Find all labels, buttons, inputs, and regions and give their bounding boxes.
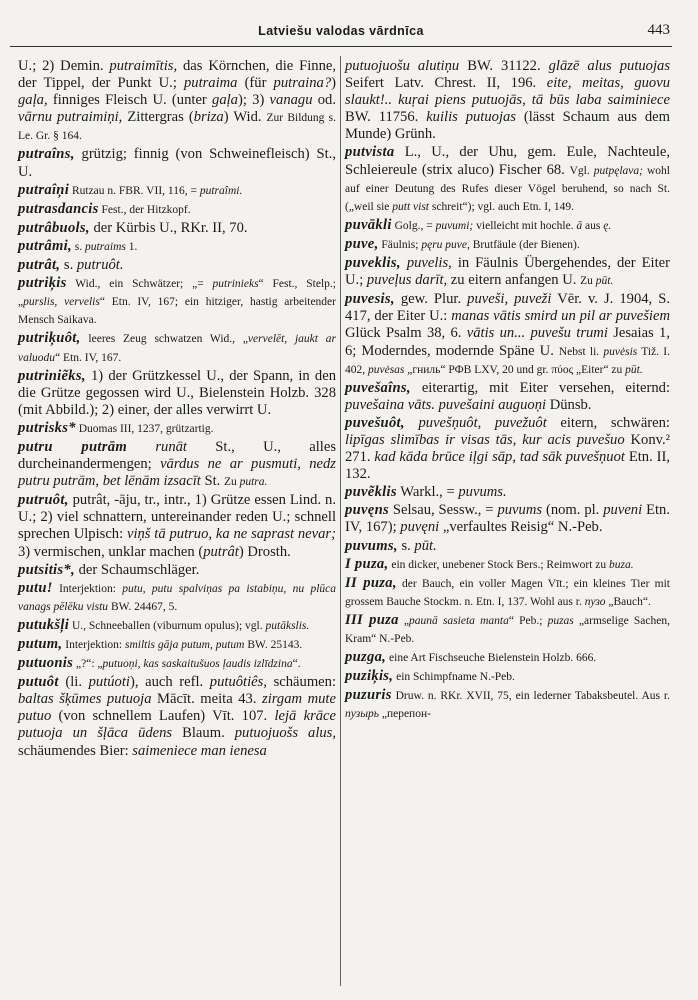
- dictionary-entry: [18, 580, 336, 616]
- entry-text: Konv.² 271.: [345, 431, 671, 466]
- headword: puvums,: [345, 537, 398, 554]
- entry-text: „?“: „: [73, 658, 103, 671]
- entry-text: Zur Bildung s. Le. Gr. § 164.: [18, 112, 337, 143]
- headword: puzuris: [345, 687, 392, 704]
- entry-text: Etn. II, 132.: [345, 449, 670, 483]
- entry-text: puvums.: [458, 484, 507, 501]
- entry-text: puveļus darīt,: [366, 272, 448, 289]
- entry-text: Interjektion:: [62, 639, 125, 651]
- entry-text: [481, 415, 495, 431]
- entry-text: ): [331, 75, 336, 92]
- dictionary-entry: [18, 655, 336, 673]
- entry-text: putt vist: [392, 200, 430, 213]
- entry-text: Glück Psalm 38, 6.: [345, 325, 467, 342]
- entry-text: putuoņi, kas saskaitušuos ļaudis izlīdzina: [102, 658, 293, 671]
- entry-text: (lässt Schaum aus dem Munde) Grünh.: [345, 109, 670, 143]
- entry-text: gaļa,: [18, 92, 48, 109]
- entry-text: puvėsas: [368, 363, 405, 376]
- entry-text: vārdus ne ar pusmuti, nedz putru putrām, bet lēnām izsacīt: [18, 456, 336, 490]
- entry-text: “.: [292, 658, 301, 671]
- entry-text: runāt: [155, 438, 187, 455]
- entry-text: briza: [193, 109, 224, 126]
- entry-text: Etn. IV, 167);: [345, 502, 670, 536]
- page-header: [10, 20, 672, 47]
- entry-text: finniges Fleisch U. (unter: [47, 92, 213, 109]
- entry-text: buza.: [609, 558, 634, 571]
- entry-text: St., U., alles durcheinandermengen;: [18, 438, 337, 473]
- entry-text: leeres Zeug schwatzen Wid., „: [80, 333, 248, 346]
- entry-text: putrât, -āju, tr., intr., 1) Grütze essen Lind. n. U.; 2) viel schnattern, untereinander reden U.; schnell sprechen Ulpisch:: [18, 492, 336, 543]
- entry-text: putraima: [183, 75, 238, 92]
- entry-text: s.: [71, 240, 86, 253]
- entry-text: puvumi;: [435, 219, 474, 232]
- dictionary-entry: [18, 220, 336, 237]
- entry-text: putraîmi.: [199, 184, 243, 197]
- entry-text: (für: [237, 75, 274, 92]
- entry-text: Selsau, Sessw., =: [388, 502, 498, 519]
- entry-text: putākslis.: [265, 619, 310, 632]
- entry-text: putúoti: [88, 674, 130, 691]
- entry-text: “ Etn. IV, 167.: [55, 351, 122, 364]
- entry-text: (von schnellem Laufen) Vīt. 107.: [51, 708, 275, 725]
- dictionary-entry: [18, 617, 336, 635]
- entry-text: BW. 24467, 5.: [108, 600, 178, 613]
- headword: puvākli: [345, 216, 392, 233]
- dictionary-entry: [18, 439, 336, 491]
- headword: putuonis: [18, 655, 74, 672]
- entry-continuation: [18, 58, 336, 145]
- entry-text: ); 3): [237, 92, 270, 109]
- entry-text: Golg., =: [391, 219, 436, 232]
- entry-text: pūt.: [595, 275, 614, 288]
- entry-text: in Fäulnis Übergehendes, der Eiter U.;: [345, 255, 670, 289]
- entry-text: пузо: [584, 595, 606, 608]
- headword: puvešuôt,: [345, 414, 405, 431]
- entry-text: Fest., der Hitzkopf.: [98, 203, 191, 216]
- dictionary-entry: [345, 502, 670, 536]
- headword: putruôt,: [18, 492, 69, 509]
- dictionary-entry: [18, 182, 336, 200]
- entry-text: eiterartig, mit Eiter versehen, eiternd:: [410, 379, 670, 396]
- dictionary-entry: [345, 612, 670, 648]
- entry-text: ā: [576, 219, 583, 232]
- entry-text: das Körnchen, die Finne, der Tippel, der Punkt U.;: [18, 58, 336, 92]
- entry-text: L., U., der Uhu, gem. Eule, Nachteule, Schleiereule (strix aluco) Fischer 68.: [345, 144, 670, 178]
- headword: putrâbuols,: [18, 219, 90, 236]
- dictionary-entry: [18, 330, 336, 366]
- entry-text: puveni: [603, 502, 643, 519]
- entry-text: vervelēt, jaukt ar valuodu: [18, 333, 336, 364]
- entry-text: puvešaina vāts. puvešaini auguoņi: [345, 396, 547, 413]
- entry-text: putra.: [239, 476, 268, 489]
- entry-text: wohl auf einer Deutung des Rufes dieser Vögel beruhend, so nach St. („weil sie: [345, 164, 670, 213]
- dictionary-entry: [345, 415, 670, 483]
- entry-continuation: [345, 58, 670, 143]
- entry-text: vārnu putraimiņi,: [18, 109, 123, 126]
- page-number: 443: [647, 22, 670, 38]
- entry-text: baltas šķūmes putuoja: [18, 691, 152, 708]
- dictionary-entry: [18, 257, 336, 274]
- entry-text: puvelis,: [406, 255, 452, 272]
- dictionary-entry: [345, 556, 670, 574]
- headword: puve,: [345, 235, 379, 252]
- headword: putru putrām: [18, 438, 127, 455]
- headword: II puza,: [345, 574, 397, 591]
- entry-text: 1.: [125, 240, 138, 253]
- dictionary-entry: [18, 146, 336, 180]
- dictionary-entry: [345, 538, 670, 555]
- entry-text: pūt.: [625, 363, 643, 376]
- entry-text: U.; 2) Demin.: [18, 58, 110, 74]
- entry-text: puvums: [497, 502, 543, 519]
- headword: puvẽklis: [345, 484, 397, 501]
- headword: I puza,: [345, 555, 389, 572]
- entry-text: putruôt.: [76, 257, 124, 274]
- entry-text: пузырь: [345, 708, 379, 721]
- entry-text: BW. 25143.: [244, 639, 303, 651]
- entry-text: U., Schneeballen (viburnum opulus); vgl.: [69, 619, 266, 632]
- entry-text: od.: [312, 92, 337, 109]
- headword: puziķis,: [345, 668, 394, 685]
- dictionary-entry: [345, 649, 670, 667]
- entry-text: puvęni: [400, 519, 440, 536]
- headword: puvešaîns,: [345, 379, 411, 396]
- column-divider: [340, 56, 341, 986]
- entry-text: Blaum.: [172, 725, 235, 742]
- entry-text: ), auch refl.: [129, 674, 210, 691]
- dictionary-entry: [345, 687, 670, 723]
- dictionary-entry: [18, 201, 336, 219]
- entry-text: “ Peb.;: [508, 614, 548, 627]
- entry-text: glāzē alus putuojas: [548, 58, 670, 74]
- entry-text: paunā sasieta manta: [409, 614, 509, 627]
- entry-text: Interjektion:: [52, 582, 123, 595]
- entry-text: puvėsis: [603, 345, 638, 358]
- entry-text: gaļa: [212, 92, 238, 109]
- headword: putriķuôt,: [18, 330, 81, 347]
- entry-text: Rutzau n. FBR. VII, 116, =: [69, 184, 200, 197]
- entry-text: putuojuošs alus,: [234, 725, 336, 742]
- entry-text: aus: [582, 219, 604, 232]
- entry-text: Fäulnis;: [378, 238, 422, 251]
- entry-text: putuôtiês,: [209, 674, 267, 691]
- dictionary-entry: [18, 562, 336, 579]
- entry-text: purslis, vervelis: [23, 296, 100, 309]
- entry-text: „гниль“ РФВ LXV, 20 und gr. πύος „Eiter“ zu: [404, 363, 626, 376]
- entry-text: (li.: [58, 674, 89, 691]
- entry-text: saimeniece man ienesa: [132, 742, 267, 759]
- dictionary-entry: [18, 238, 336, 256]
- entry-text: St.: [200, 473, 224, 490]
- entry-text: “ Etn. IV, 167; ein hitziger, hastig arbeitender Mensch Saikava.: [18, 296, 336, 327]
- headword: putriķis: [18, 275, 67, 292]
- entry-text: „Bauch“.: [605, 595, 651, 608]
- dictionary-entry: [345, 217, 670, 235]
- entry-text: Druw. n. RKr. XVII, 75, ein lederner Tabaksbeutel. Aus r.: [391, 690, 670, 703]
- entry-text: putu, putu spalviņas pa istabiņu, nu plūca vanags pēlēku vistu: [18, 582, 336, 613]
- entry-text: eitern, schwären:: [546, 414, 670, 431]
- dictionary-entry: [18, 674, 336, 759]
- headword: puvesis,: [345, 291, 395, 308]
- entry-text: schreit“); vgl. auch Etn. I, 149.: [429, 200, 575, 213]
- entry-text: schäumendes Bier:: [18, 742, 133, 759]
- entry-text: Warkl., =: [396, 484, 459, 501]
- entry-text: putrât: [203, 543, 239, 560]
- entry-text: Zittergras (: [122, 109, 194, 126]
- headword: putvista: [345, 144, 395, 161]
- dictionary-entry: [18, 492, 336, 560]
- headword: putuôt: [18, 674, 59, 691]
- entry-text: Nebst li.: [558, 345, 604, 358]
- entry-text: ) Wid.: [223, 109, 267, 126]
- entry-text: ) Drosth.: [238, 543, 291, 560]
- entry-text: vanagu: [269, 92, 313, 109]
- entry-text: puvežuôt: [494, 414, 547, 431]
- entry-text: Seifert Latv. Chrest. II, 196.: [345, 75, 547, 92]
- entry-text: putpęlava;: [593, 164, 643, 177]
- entry-text: “ Fest., Stelp.; „: [18, 278, 336, 309]
- entry-text: putraimītis,: [109, 58, 178, 74]
- dictionary-entry: [345, 144, 670, 215]
- entry-text: der Kürbis U., RKr. II, 70.: [89, 219, 248, 236]
- headword: puvęns: [345, 502, 389, 519]
- entry-text: Wid., ein Schwätzer; „=: [66, 278, 213, 291]
- dictionary-entry: [345, 291, 670, 378]
- entry-text: 1) der Grützkessel U., der Spann, in den die Grütze gegossen wird U., Bielenstein Holzb. 328 (mit Abbild.); 2) einer, der alles verwirrt U.: [18, 367, 336, 418]
- headword: putraîņi: [18, 181, 70, 198]
- dictionary-entry: [18, 275, 336, 329]
- entry-text: Dünsb.: [546, 396, 592, 413]
- left-column: [18, 58, 336, 761]
- entry-text: eite, meitas, guovu slaukt!.. kuŗai piens putuojās, tā būs laba saiminiece: [345, 75, 670, 109]
- dictionary-entry: [345, 380, 670, 414]
- headword: putukšļi: [18, 616, 70, 633]
- entry-text: vātis un... puvešu trumi: [466, 325, 608, 342]
- headword: putraîns,: [18, 146, 75, 163]
- running-title: Latviešu valodas vārdnīca: [258, 24, 424, 38]
- entry-text: BW. 11756.: [345, 109, 427, 126]
- entry-text: putrinieks: [212, 278, 259, 291]
- entry-text: Brutfäule (der Bienen).: [469, 238, 580, 251]
- right-column: [345, 58, 670, 724]
- entry-text: [127, 439, 155, 455]
- headword: putu!: [18, 579, 53, 596]
- dictionary-entry: [345, 236, 670, 254]
- entry-text: putraims: [85, 240, 126, 253]
- headword: puveklis,: [345, 255, 401, 272]
- entry-text: Vgl.: [569, 164, 594, 177]
- dictionary-entry: [345, 484, 670, 501]
- entry-text: pūt.: [414, 537, 437, 554]
- entry-text: gew. Plur.: [394, 291, 468, 308]
- entry-text: s.: [397, 537, 415, 554]
- entry-text: ę.: [603, 219, 612, 232]
- entry-text: der Schaumschläger.: [74, 561, 200, 578]
- entry-text: zu eitern anfangen U.: [447, 272, 581, 289]
- entry-text: [405, 415, 419, 431]
- entry-text: puzas: [547, 614, 574, 627]
- entry-text: grützig; finnig (von Schweinefleisch) St., U.: [18, 146, 336, 180]
- entry-text: manas vātis smird un pil ar puvešiem: [451, 308, 670, 325]
- headword: putrasdancis: [18, 200, 99, 217]
- dictionary-entry: [345, 575, 670, 611]
- entry-text: 3) vermischen, unklar machen (: [18, 543, 204, 560]
- entry-text: viņš tā putruo, ka ne saprast nevar;: [126, 526, 336, 543]
- dictionary-entry: [345, 255, 670, 290]
- entry-text: Zu: [580, 275, 596, 288]
- entry-text: der Bauch, ein voller Magen Vīt.; ein kleines Tier mit grossem Bauche Stockm. n. Etn. I, 137. Wohl aus r.: [345, 577, 670, 608]
- entry-text: pęru puve,: [421, 238, 470, 251]
- entry-text: (nom. pl.: [542, 502, 604, 519]
- entry-text: putraina?: [273, 75, 332, 92]
- entry-text: vielleicht mit hochle.: [473, 219, 577, 232]
- entry-text: smiltis gāja putum, putum: [124, 639, 245, 651]
- entry-text: schäumen:: [266, 674, 336, 691]
- entry-text: „: [398, 614, 410, 627]
- entry-text: lejā krāce putuoja un šļāca ūdens: [18, 708, 336, 742]
- entry-text: s.: [60, 257, 77, 274]
- headword: putsitis*,: [18, 561, 75, 578]
- entry-text: Mācīt. meita 43.: [151, 691, 263, 708]
- entry-text: kuilis putuojas: [426, 109, 516, 126]
- entry-text: puvešņuôt,: [418, 414, 482, 431]
- entry-text: putuojuošu alutiņu: [345, 58, 460, 74]
- entry-text: ein Schimpfname N.-Peb.: [393, 671, 515, 684]
- entry-text: BW. 31122.: [459, 58, 549, 74]
- entry-text: „verfaultes Reisig“ N.-Peb.: [439, 519, 603, 536]
- entry-text: „перепон-: [378, 708, 431, 721]
- entry-text: Duomas III, 1237, grützartig.: [75, 422, 214, 435]
- headword: III puza: [345, 611, 399, 628]
- headword: putriniẽks,: [18, 367, 86, 384]
- entry-text: ein dicker, unebener Stock Bers.; Reimwort zu: [388, 558, 610, 571]
- entry-text: puveši, puveži: [467, 291, 552, 308]
- headword: putrisks*: [18, 419, 76, 436]
- entry-text: „armselige Sachen, Kram“ N.-Peb.: [345, 614, 670, 645]
- headword: putrât,: [18, 257, 61, 274]
- entry-text: Jesaias 1, 6; Moderndes, modernde Späne U.: [345, 325, 670, 359]
- dictionary-entry: [345, 668, 670, 686]
- dictionary-entry: [18, 368, 336, 419]
- entry-text: lipīgas slimības ir visas tās, kur acis puvešuo: [345, 431, 625, 448]
- entry-text: zirgam mute putuo: [18, 691, 336, 725]
- entry-text: kad kāda brūce iļgi sāp, tad sāk puvešņuot: [374, 449, 625, 466]
- entry-text: Zu: [223, 476, 240, 489]
- headword: putrâmi,: [18, 237, 72, 254]
- dictionary-entry: [18, 420, 336, 438]
- dictionary-entry: [18, 636, 336, 654]
- entry-text: Tiž. I. 402,: [345, 345, 670, 376]
- entry-text: Vēr. v. J. 1904, S. 417, der Eiter U.:: [345, 291, 670, 325]
- headword: puzga,: [345, 649, 387, 666]
- headword: putum,: [18, 636, 63, 652]
- entry-text: eine Art Fischseuche Bielenstein Holzb. 666.: [386, 652, 597, 665]
